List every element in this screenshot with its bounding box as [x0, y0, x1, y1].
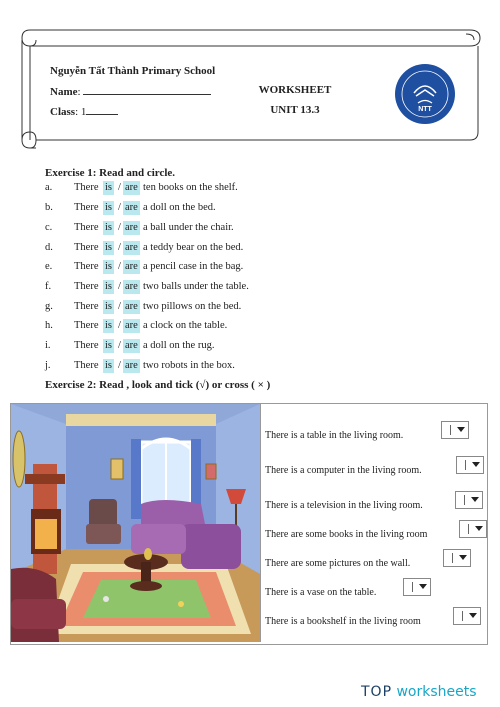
item-there: There [74, 182, 99, 193]
chevron-down-icon [475, 526, 483, 531]
statement-text: There is a computer in the living room. [265, 465, 422, 476]
statement-text: There are some books in the living room [265, 529, 428, 540]
answer-dropdown[interactable] [455, 491, 483, 509]
item-letter: e. [45, 261, 53, 272]
item-text: two balls under the table. [143, 281, 249, 292]
item-text: a pencil case in the bag. [143, 261, 244, 272]
chevron-down-icon [469, 613, 477, 618]
option-are[interactable]: are [125, 261, 138, 272]
item-there: There [74, 301, 99, 312]
option-slash: / [118, 340, 121, 351]
class-row: Class: 1 [50, 104, 118, 118]
item-there: There [74, 340, 99, 351]
item-there: There [74, 320, 99, 331]
answer-dropdown[interactable] [453, 607, 481, 625]
answer-dropdown[interactable] [459, 520, 487, 538]
brand-logo [361, 684, 477, 700]
option-is[interactable]: is [105, 281, 113, 292]
option-is[interactable]: is [105, 202, 113, 213]
living-room-picture [11, 404, 260, 642]
class-label: Class [50, 106, 76, 118]
option-is[interactable]: is [105, 301, 113, 312]
chevron-down-icon [472, 462, 480, 467]
dropdown-cursor [462, 611, 463, 621]
option-are[interactable]: are [125, 340, 138, 351]
dropdown-cursor [465, 460, 466, 470]
answer-dropdown[interactable] [456, 456, 484, 474]
option-slash: / [118, 242, 121, 253]
worksheet-title: WORKSHEET [258, 84, 332, 96]
item-letter: f. [45, 281, 52, 292]
dropdown-cursor [464, 495, 465, 505]
statement-text: There is a television in the living room. [265, 500, 423, 511]
item-there: There [74, 202, 99, 213]
chevron-down-icon [459, 555, 467, 560]
chevron-down-icon [457, 427, 465, 432]
option-are[interactable]: are [125, 301, 138, 312]
option-are[interactable]: are [125, 202, 138, 213]
option-are[interactable]: are [125, 242, 138, 253]
option-is[interactable]: is [105, 222, 113, 233]
item-letter: a. [45, 182, 53, 193]
item-text: a ball under the chair. [143, 222, 234, 233]
item-letter: g. [45, 301, 53, 312]
option-is[interactable]: is [105, 360, 113, 371]
option-is[interactable]: is [105, 242, 113, 253]
item-text: a teddy bear on the bed. [143, 242, 244, 253]
item-text: two pillows on the bed. [143, 301, 242, 312]
option-is[interactable]: is [105, 182, 113, 193]
item-text: a doll on the rug. [143, 340, 215, 351]
option-are[interactable]: are [125, 222, 138, 233]
class-value: 1 [80, 106, 87, 118]
exercise2-divider [260, 404, 261, 642]
option-slash: / [118, 202, 121, 213]
school-logo [394, 63, 456, 125]
option-are[interactable]: are [125, 360, 138, 371]
option-are[interactable]: are [125, 182, 138, 193]
option-is[interactable]: is [105, 340, 113, 351]
option-are[interactable]: are [125, 281, 138, 292]
brand-top: TOP [361, 684, 393, 700]
dropdown-cursor [450, 425, 451, 435]
option-slash: / [118, 320, 121, 331]
item-letter: d. [45, 242, 53, 253]
statement-text: There is a table in the living room. [265, 430, 404, 441]
item-text: ten books on the shelf. [143, 182, 238, 193]
answer-dropdown[interactable] [441, 421, 469, 439]
exercise2-title: Exercise 2: Read , look and tick (√) or cross ( × ) [45, 379, 271, 391]
dropdown-cursor [412, 582, 413, 592]
dropdown-cursor [452, 553, 453, 563]
school-name: Nguyễn Tất Thành Primary School [50, 65, 216, 77]
item-letter: h. [45, 320, 53, 331]
answer-dropdown[interactable] [443, 549, 471, 567]
dropdown-cursor [468, 524, 469, 534]
class-blank[interactable] [86, 104, 118, 115]
name-blank[interactable] [83, 84, 211, 95]
item-there: There [74, 360, 99, 371]
option-slash: / [118, 281, 121, 292]
statement-text: There are some pictures on the wall. [265, 558, 411, 569]
unit-label: UNIT 13.3 [270, 104, 320, 116]
answer-dropdown[interactable] [403, 578, 431, 596]
option-is[interactable]: is [105, 261, 113, 272]
statement-text: There is a vase on the table. [265, 587, 377, 598]
chevron-down-icon [471, 497, 479, 502]
item-there: There [74, 242, 99, 253]
option-slash: / [118, 360, 121, 371]
option-is[interactable]: is [105, 320, 113, 331]
chevron-down-icon [419, 584, 427, 589]
item-letter: b. [45, 202, 53, 213]
name-row: Name: [50, 84, 211, 98]
item-text: two robots in the box. [143, 360, 235, 371]
option-slash: / [118, 261, 121, 272]
option-are[interactable]: are [125, 320, 138, 331]
option-slash: / [118, 182, 121, 193]
option-slash: / [118, 301, 121, 312]
option-slash: / [118, 222, 121, 233]
name-label: Name [50, 86, 78, 98]
item-there: There [74, 222, 99, 233]
brand-worksheets: worksheets [396, 684, 477, 700]
item-text: a doll on the bed. [143, 202, 216, 213]
item-there: There [74, 261, 99, 272]
item-letter: i. [45, 340, 51, 351]
exercise1-title: Exercise 1: Read and circle. [45, 167, 176, 179]
item-letter: j. [45, 360, 51, 371]
item-letter: c. [45, 222, 53, 233]
logo-text: NTT [418, 106, 432, 113]
statement-text: There is a bookshelf in the living room [265, 616, 421, 627]
item-text: a clock on the table. [143, 320, 228, 331]
item-there: There [74, 281, 99, 292]
